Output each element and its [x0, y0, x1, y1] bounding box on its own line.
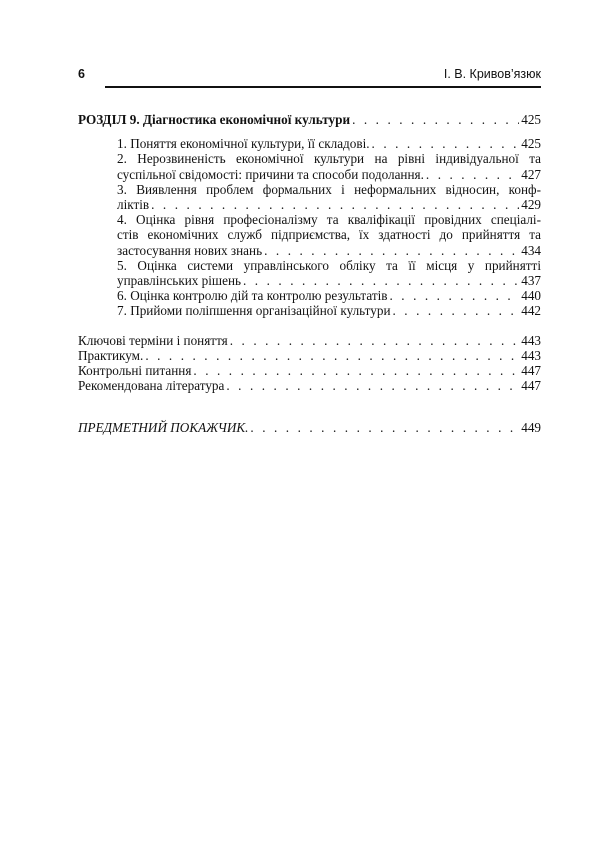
toc-entry-title: ліктів: [117, 197, 150, 213]
page-header: [78, 67, 541, 83]
toc-section-7[interactable]: [78, 303, 541, 318]
dot-leader: [372, 136, 520, 151]
dot-leader: [226, 378, 519, 393]
page-number: 6: [78, 67, 85, 81]
toc-page-number: 442: [521, 303, 541, 319]
toc-page-number: 447: [521, 363, 541, 379]
toc-entry-title: РОЗДІЛ 9. Діагностика економічної культури: [78, 112, 351, 127]
dot-leader: [151, 197, 519, 212]
toc-chapter-9[interactable]: [78, 112, 541, 127]
toc-entry-title: 6. Оцінка контролю дій та контролю результатів: [117, 288, 388, 304]
toc-subject-index[interactable]: [78, 420, 541, 435]
toc-entry-title: суспільної свідомості: причини та способи подолання.: [117, 166, 424, 182]
toc-entry-title: управлінських рішень: [117, 273, 242, 289]
toc-page-number: 434: [521, 242, 541, 258]
toc-entry-title-line: стів економічних служб підприємства, їх здатності до прийняття та: [117, 227, 541, 243]
toc-entry-title: застосування нових знань: [117, 242, 263, 258]
toc-recommended-literature[interactable]: [78, 378, 541, 393]
toc-page-number: 425: [521, 136, 541, 152]
dot-leader: [390, 288, 520, 303]
toc-entry-title: 1. Поняття економічної культури, її складові.: [117, 136, 370, 152]
toc-control-questions[interactable]: [78, 363, 541, 378]
toc-section-5[interactable]: [78, 258, 541, 288]
toc-entry-title: Ключові терміни і поняття: [78, 332, 228, 348]
toc-entry-title: 7. Прийоми поліпшення організаційної культури: [117, 303, 391, 319]
toc-entry-title: Контрольні питання: [78, 363, 192, 379]
toc-section-1[interactable]: [78, 136, 541, 151]
toc-entry-title: Рекомендована література: [78, 378, 225, 394]
toc-page-number: 447: [521, 378, 541, 394]
toc-entry-title-line: 3. Виявлення проблем формальних і неформальних відносин, конф-: [117, 181, 541, 197]
dot-leader: [352, 112, 519, 127]
dot-leader: [264, 243, 519, 258]
toc-page-number: 440: [521, 288, 541, 304]
toc-entry-title-line: 4. Оцінка рівня професіоналізму та кваліфікації провідних спеціалі-: [117, 212, 541, 228]
dot-leader: [193, 363, 519, 378]
toc-key-terms[interactable]: [78, 333, 541, 348]
dot-leader: [230, 333, 519, 348]
toc-practicum[interactable]: [78, 348, 541, 363]
dot-leader: [243, 273, 519, 288]
toc-entry-title: ПРЕДМЕТНИЙ ПОКАЖЧИК.: [78, 420, 249, 436]
toc-page-number: 443: [521, 347, 541, 363]
toc-section-6[interactable]: [78, 288, 541, 303]
dot-leader: [250, 420, 519, 435]
toc-entry-title-line: 2. Нерозвиненість економічної культури на рівні індивідуальної та: [117, 151, 541, 167]
toc-page-number: 443: [521, 332, 541, 348]
running-head-author: І. В. Кривов’язюк: [443, 67, 541, 81]
toc-section-4[interactable]: [78, 212, 541, 258]
toc-page-number: 429: [521, 197, 541, 213]
dot-leader: [145, 348, 519, 363]
header-rule: [105, 86, 541, 88]
toc-section-2[interactable]: [78, 151, 541, 181]
toc-page-number: 449: [521, 420, 541, 436]
dot-leader: [393, 303, 520, 318]
toc-entry-title-line: 5. Оцінка системи управлінського обліку та її місця у прийнятті: [117, 257, 541, 273]
toc-page-number: 437: [521, 273, 541, 289]
toc-entry-title: Практикум.: [78, 347, 144, 363]
toc-section-3[interactable]: [78, 182, 541, 212]
toc-page-number: 427: [521, 166, 541, 182]
table-of-contents: [78, 112, 541, 436]
dot-leader: [426, 167, 519, 182]
toc-page-number: 425: [521, 112, 541, 127]
